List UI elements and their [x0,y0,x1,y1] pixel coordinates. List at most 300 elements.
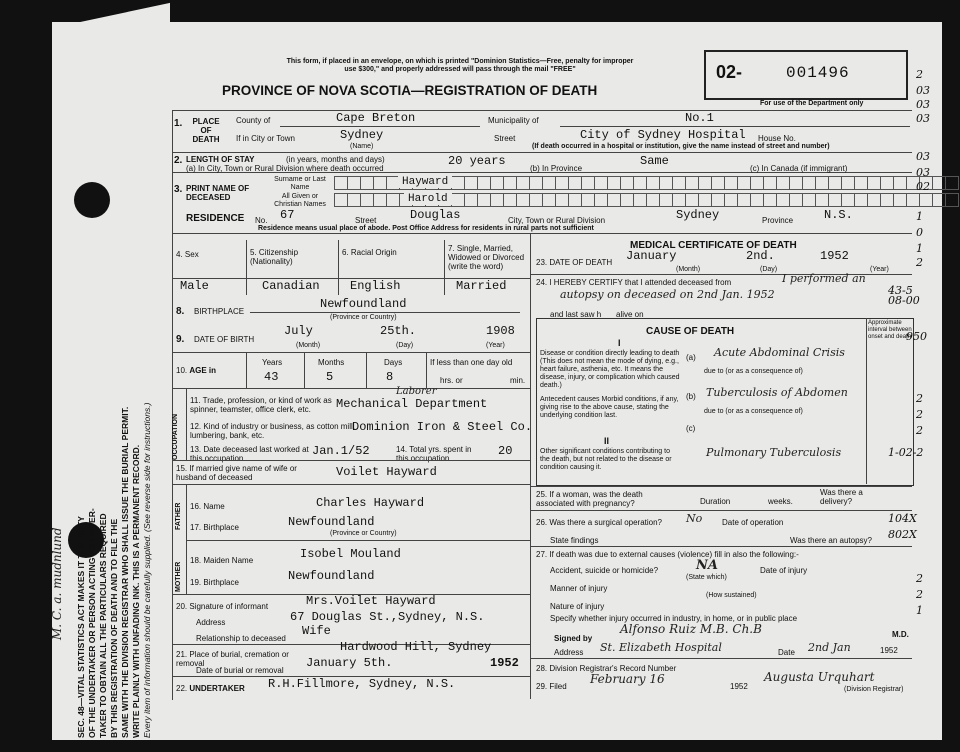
injury-date-label: Date of injury [760,566,808,575]
margin-code: 802X [888,528,917,541]
industry-value: Dominion Iron & Steel Co. [352,420,533,434]
letter-box [451,176,465,190]
letter-box [789,193,803,207]
letter-box [373,193,387,207]
letter-box [594,193,608,207]
letter-box [672,193,686,207]
residence-label: RESIDENCE [186,213,245,224]
margin-code: 2 [916,256,923,269]
deceased-label: PRINT NAME OF DECEASED [186,184,250,202]
accident-value: NA [696,558,718,573]
letter-box [568,176,582,190]
origin-label: 6. Racial Origin [342,248,397,257]
antecedent-label: Antecedent causes Morbid conditions, if any, giving rise to the above cause, stating the underlying condition last. [540,396,679,419]
letter-box [815,193,829,207]
letter-box [685,176,699,190]
filed-date: February 16 [590,672,665,686]
letter-box [750,176,764,190]
cause-c-marker: (c) [686,424,696,433]
letter-box [711,176,725,190]
trade-handwritten: Laborer [396,386,437,397]
row-divider [172,484,530,485]
letter-box [555,176,569,190]
letter-box [347,176,361,190]
section-i-marker: I [618,338,621,348]
margin-code: 1 [916,242,923,255]
maiden-name-label: 18. Maiden Name [190,556,254,565]
father-name-value: Charles Hayward [316,496,425,510]
letter-box [906,193,920,207]
letter-box [581,193,595,207]
row-divider [186,540,530,541]
length-of-stay-label: LENGTH OF STAY [186,155,255,164]
dept-use-note: For use of the Department only [760,100,864,107]
letter-box [659,193,673,207]
section-ii-marker: II [604,436,610,446]
dob-day-caption: (Day) [396,342,414,349]
cell-divider [186,388,187,460]
letter-box [828,193,842,207]
state-which-caption: (State which) [686,574,727,581]
row-divider [530,510,912,511]
sex-label: 4. Sex [176,250,199,259]
letter-box [620,193,634,207]
row-divider [530,486,912,487]
cause-a-value: Acute Abdominal Crisis [714,346,845,359]
last-worked-label: 13. Date deceased last worked at this occupation [190,445,309,463]
cell-divider [186,484,187,594]
undertaker-label: 22. UNDERTAKER [176,684,245,693]
letter-box [724,193,738,207]
cell-divider [304,352,305,388]
letter-box [802,193,816,207]
dob-day: 25th. [380,324,417,338]
registrar-caption: (Division Registrar) [844,686,904,693]
father-birthplace-caption: (Province or Country) [330,530,397,537]
street-value: City of Sydney Hospital [580,128,746,142]
cell-divider [426,352,427,388]
informant-address: 67 Douglas St.,Sydney, N.S. [290,610,485,624]
father-name-label: 16. Name [190,502,225,511]
last-saw-label: and last saw h [550,310,602,319]
residence-no-value: 67 [280,208,295,222]
margin-code: 03 [916,98,930,111]
field-line [280,126,480,127]
margin-code: 2 [916,572,923,585]
letter-box [529,176,543,190]
residence-city-label: City, Town or Rural Division [508,216,606,225]
date-of-death-label: 23. DATE OF DEATH [536,258,613,267]
letter-box [490,193,504,207]
place-of-death-label: PLACE OF DEATH [192,117,220,144]
letter-box [581,176,595,190]
margin-code: 2 [916,392,923,405]
surgery-label: 26. Was there a surgical operation? [536,518,662,527]
field-line [560,126,910,127]
city-label: If in City or Town [236,134,295,143]
mother-birthplace-value: Newfoundland [288,569,375,583]
weeks-label: weeks. [768,497,793,506]
letter-box [776,176,790,190]
age-label: 10. AGE in [176,366,217,375]
letter-box [659,176,673,190]
nature-label: Nature of injury [550,602,605,611]
certify-hand-1: I performed an [782,272,866,285]
undertaker-value: R.H.Fillmore, Sydney, N.S. [268,677,456,691]
letter-box [490,176,504,190]
row-divider [172,233,912,234]
delivery-label: Was there a delivery? [820,488,863,506]
letter-box [451,193,465,207]
margin-code: 104X [888,512,917,525]
length-of-stay-sub: (in years, months and days) [286,155,385,164]
dob-year-caption: (Year) [486,342,505,349]
how-sustained-caption: (How sustained) [706,592,757,599]
physician-signature: Alfonso Ruiz M.B. Ch.B [620,622,762,636]
manner-label: Manner of injury [550,584,608,593]
filed-label: 29. Filed [536,682,567,691]
letter-box [854,176,868,190]
informant-label: 20. Signature of informant [176,602,269,611]
letter-box [633,176,647,190]
row-divider [172,152,912,153]
certify-hand-2: autopsy on deceased on 2nd Jan. 1952 [560,288,775,301]
citizenship-label: 5. Citizenship (Nationality) [250,248,299,266]
spouse-value: Voilet Hayward [336,465,437,479]
letter-box [724,176,738,190]
occupation-side-label: OCCUPATION [172,413,179,460]
letter-box [841,193,855,207]
margin-code: 03 [916,150,930,163]
letter-box [334,193,348,207]
letter-box [776,193,790,207]
margin-code: 03 [916,166,930,179]
margin-code: 2 [916,424,923,437]
letter-box [893,193,907,207]
letter-box [529,193,543,207]
letter-box [633,193,647,207]
row-divider [172,352,530,353]
woman-label: 25. If a woman, was the death associated with pregnancy? [536,490,643,508]
dob-month: July [284,324,313,338]
margin-code: 02 [916,180,930,193]
interval-label: Approximate interval between onset and death [868,320,912,340]
due-to-b: due to (or as a consequence of) [704,408,803,415]
letter-box [464,193,478,207]
cause-title: CAUSE OF DEATH [646,326,735,337]
letter-box [386,193,400,207]
letter-box [607,193,621,207]
county-value: Cape Breton [336,111,416,125]
margin-code: 08-00 [888,294,920,307]
field-line [250,312,520,313]
residence-province-label: Province [762,216,794,225]
surgery-value: No [686,512,703,525]
burial-place-label: 21. Place of burial, cremation or removal [176,650,289,668]
registration-number-box [704,50,908,100]
certify-label: 24. I HEREBY CERTIFY that I attended deceased from [536,278,732,287]
letter-box [867,176,881,190]
burial-place: Hardwood Hill, Sydney [340,640,492,654]
item-3: 3. [174,184,183,195]
letter-box [945,176,959,190]
letter-box [646,193,660,207]
residence-province-value: N.S. [824,208,853,222]
due-to-a: due to (or as a consequence of) [704,368,803,375]
margin-code: 2 [916,408,923,421]
less-than-day-label: If less than one day old [430,358,513,367]
margin-code: 03 [916,112,930,125]
cause-a-marker: (a) [686,353,696,362]
letter-box [711,193,725,207]
stay-province-value: Same [640,154,669,168]
mother-name-value: Isobel Mouland [300,547,401,561]
stay-province-label: (b) In Province [530,164,583,173]
letter-box [464,176,478,190]
letter-box [698,193,712,207]
dob-label: DATE OF BIRTH [194,335,255,344]
reg-prefix: 02- [716,62,743,82]
item-9: 9. [176,334,185,345]
cause-b-value: Tuberculosis of Abdomen [706,386,848,399]
letter-box [880,193,894,207]
informant-name: Mrs.Voilet Hayward [306,594,436,608]
burial-date-label: Date of burial or removal [196,666,284,675]
total-years-value: 20 [498,444,513,458]
burial-date: January 5th. [306,656,393,670]
trade-value: Mechanical Department [336,397,488,411]
birthplace-value: Newfoundland [320,297,407,311]
physician-address: St. Elizabeth Hospital [600,641,722,654]
findings-label: State findings [550,536,599,545]
row-divider [530,658,912,659]
punch-hole-top [74,182,110,218]
letter-box [685,193,699,207]
name-caption: (Name) [350,143,374,150]
cell-divider [246,352,247,388]
letter-box [763,193,777,207]
letter-box [750,193,764,207]
death-month: January [626,249,677,263]
cell-divider [444,240,445,295]
letter-box [945,193,959,207]
death-day-caption: (Day) [760,266,778,273]
letter-box [737,193,751,207]
death-year: 1952 [820,249,849,263]
county-label: County of [236,116,271,125]
dob-month-caption: (Month) [296,342,321,349]
dob-year: 1908 [486,324,515,338]
letter-box [789,176,803,190]
surname-label: Surname or Last Name [274,176,326,191]
spouse-label: 15. If married give name of wife or husband of deceased [176,464,297,482]
margin-code: 950 [906,330,927,343]
letter-box [841,176,855,190]
surname-value: Hayward [398,176,452,188]
total-years-label: 14. Total yrs. spent in this occupation [396,445,472,463]
father-birthplace-value: Newfoundland [288,515,375,529]
record-number-label: 28. Division Registrar's Record Number [536,664,677,673]
years-value: 43 [264,370,279,384]
residence-city-value: Sydney [676,208,720,222]
letter-box [542,176,556,190]
death-day: 2nd. [746,249,775,263]
industry-label: 12. Kind of industry or business, as cotton mill, lumbering, bank, etc. [190,422,355,440]
death-year-caption: (Year) [870,266,889,273]
row-divider [172,460,530,461]
margin-code: 2 [916,588,923,601]
trade-label: 11. Trade, profession, or kind of work as spinner, teamster, office clerk, etc. [190,396,332,414]
margin-code: 43-5 [888,284,913,297]
residence-no-label: No. [255,216,268,225]
duration-label: Duration [700,497,731,506]
days-label: Days [384,358,403,367]
letter-box [932,176,946,190]
letter-box [932,193,946,207]
cell-divider [366,352,367,388]
external-label: 27. If death was due to external causes (violence) fill in also the following:- [536,550,799,559]
item-2: 2. [174,155,183,166]
letter-box [555,193,569,207]
letter-box [880,176,894,190]
margin-code: 1 [916,604,923,617]
street-label: Street [494,134,516,143]
months-label: Months [318,358,345,367]
letter-box [763,176,777,190]
days-value: 8 [386,370,394,384]
months-value: 5 [326,370,334,384]
other-conditions-label: Other significant conditions contributing to the death, but not related to the disease or condition causing it. [540,448,672,471]
letter-box [815,176,829,190]
cell-divider [246,240,247,295]
interval-column [866,318,867,484]
specify-label: Specify whether injury occurred in industry, in home, or in public place [550,614,798,623]
mother-birthplace-label: 19. Birthplace [190,578,239,587]
letter-box [360,176,374,190]
given-value: Harold [404,193,452,205]
registrar-signature: Augusta Urquhart [764,670,875,684]
letter-box [477,176,491,190]
row-divider [530,546,912,547]
margin-code: 1-02-2 [888,446,924,459]
column-divider [530,233,531,699]
physician-address-label: Address [554,648,584,657]
letter-box [919,193,933,207]
postal-notice: This form, if placed in an envelope, on which is printed "Dominion Statistics—Free, penalty for improper use $300," and properly addressed will pass through the mail "FREE" [286,58,634,73]
other-cause-value: Pulmonary Tuberculosis [706,446,842,459]
op-date-label: Date of operation [722,518,784,527]
reg-number: 001496 [786,64,850,82]
relationship-value: Wife [302,624,331,638]
letter-box [698,176,712,190]
cell-divider [338,240,339,295]
hrs-label: hrs. or [440,376,463,385]
sex-value: Male [180,279,209,293]
birthplace-caption: (Province or Country) [330,314,397,321]
frame-top [172,110,912,111]
citizenship-value: Canadian [262,279,320,293]
immediate-cause-label: Disease or condition directly leading to death (This does not mean the mode of dying, e.g., heart failure, asthenia, etc. It means the disease, injury, or complication which caused death.) [540,350,680,389]
stay-city-label: (a) In City, Town or Rural Division where death occurred [186,164,384,173]
marital-label: 7. Single, Married, Widowed or Divorced (write the word) [448,244,525,271]
letter-box [477,193,491,207]
hospital-note: (If death occurred in a hospital or institution, give the name instead of street and number) [532,143,830,150]
letter-box [360,193,374,207]
page-title: PROVINCE OF NOVA SCOTIA—REGISTRATION OF DEATH [222,83,598,98]
letter-box [802,176,816,190]
city-value: Sydney [340,128,384,142]
letter-box [893,176,907,190]
letter-box [503,193,517,207]
letter-box [646,176,660,190]
stay-city-value: 20 years [448,154,506,168]
margin-code: 1 [916,210,923,223]
last-worked-value: Jan.1/52 [312,444,370,458]
given-label: All Given or Christian Names [274,193,326,208]
informant-address-label: Address [196,618,226,627]
min-label: min. [510,376,526,385]
years-label: Years [262,358,283,367]
house-label: House No. [758,134,796,143]
margin-code: 2 [916,68,923,81]
municipality-label: Municipality of [488,116,539,125]
margin-note: M. C. a. mudnlund [50,527,64,640]
letter-box [373,176,387,190]
letter-box [607,176,621,190]
medical-cert-title: MEDICAL CERTIFICATE OF DEATH [630,240,797,251]
letter-box [568,193,582,207]
frame-left [172,110,173,700]
letter-box [828,176,842,190]
residence-street-label: Street [355,216,377,225]
municipality-value: No.1 [685,111,714,125]
letter-box [672,176,686,190]
death-month-caption: (Month) [676,266,701,273]
letter-box [620,176,634,190]
letter-box [542,193,556,207]
letter-box [334,176,348,190]
residence-note: Residence means usual place of abode. Post Office Address for residents in rural parts not sufficient [258,225,594,232]
letter-box [867,193,881,207]
marital-value: Married [456,279,507,293]
alive-on-label: alive on [616,310,644,319]
sign-date: 2nd Jan [808,641,851,654]
letter-box [516,193,530,207]
residence-street-value: Douglas [410,208,461,222]
letter-box [737,176,751,190]
autopsy-label: Was there an autopsy? [790,536,872,545]
side-instructions: SEC. 48—VITAL STATISTICS ACT MAKES IT THE DUTY OF THE UNDERTAKER OR PERSON ACTING AS UNDER- TAKER TO OBTAIN ALL THE PARTICULARS REQUIRED BY THIS REGISTRATION OF DEATH AND TO FILE THE SAME WITH THE DIVISION REGISTRAR WHO SHALL ISSUE THE BURIAL PERMIT. WRITE PLAINLY WITH UNFADING INK. THIS IS A PERMANENT RECORD. Every item of information should be carefully supplied. (See reverse side for instructions.) [76,402,152,738]
md-label: M.D. [892,630,909,639]
item-8: 8. [176,306,185,317]
father-birthplace-label: 17. Birthplace [190,523,239,532]
letter-box [347,193,361,207]
letter-box [594,176,608,190]
relationship-label: Relationship to deceased [196,634,286,643]
letter-box [854,193,868,207]
origin-value: English [350,279,401,293]
cause-b-marker: (b) [686,392,696,401]
burial-year: 1952 [490,656,519,670]
row-divider [172,388,530,389]
sign-year: 1952 [880,646,898,655]
margin-code: 03 [916,84,930,97]
accident-label: Accident, suicide or homicide? [550,566,659,575]
birthplace-label: BIRTHPLACE [194,307,245,316]
signed-by-label: Signed by [554,634,593,643]
filed-year: 1952 [730,682,748,691]
letter-box [516,176,530,190]
